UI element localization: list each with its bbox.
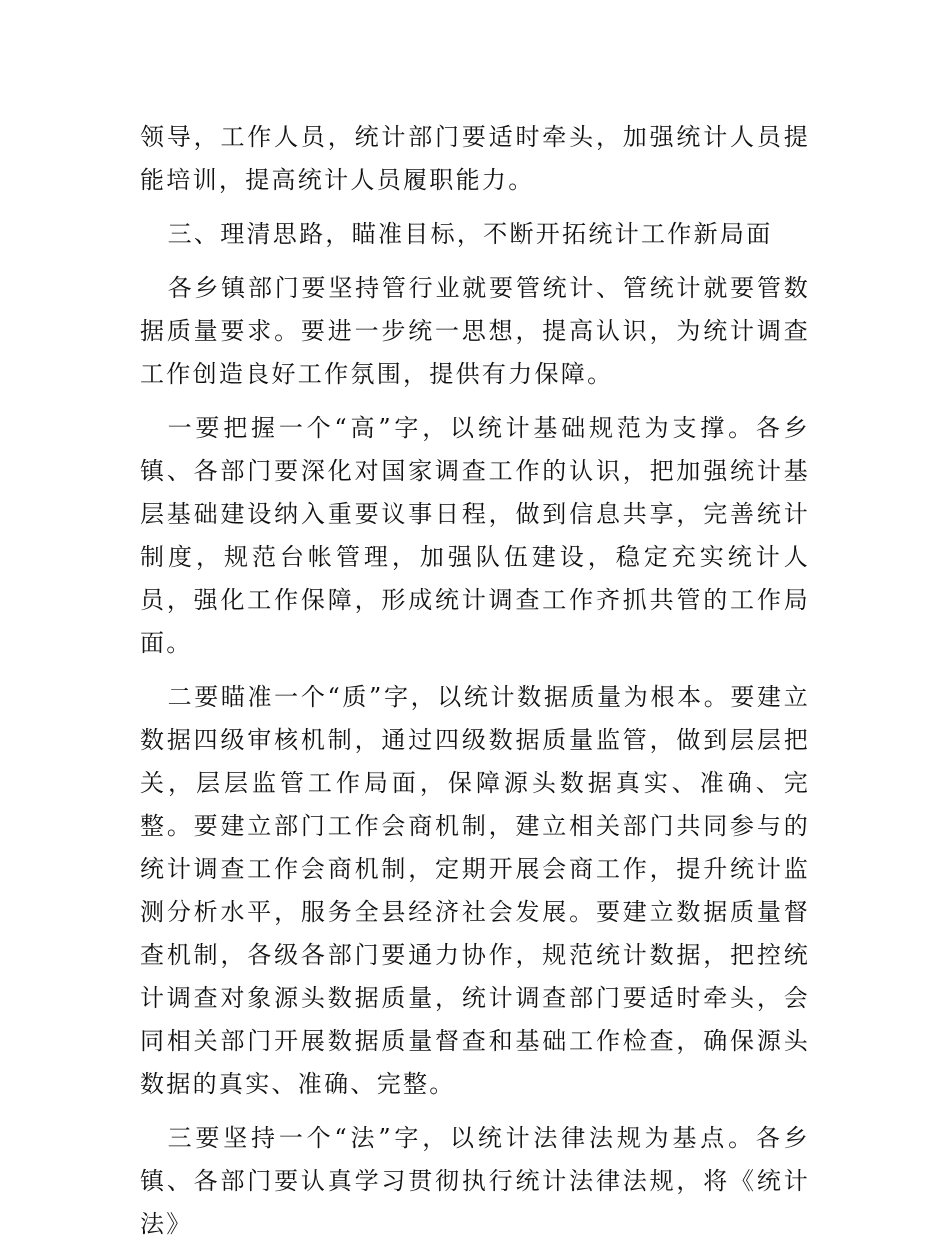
document-body: [140, 116, 810, 1257]
paragraph-point-two: 二要瞄准一个“质”字，以统计数据质量为根本。要建立数据四级审核机制，通过四级数据质量监管，做到层层把关，层层监管工作局面，保障源头数据真实、准确、完整。要建立部门工作会商机制，建立相关部门共同参与的统计调查工作会商机制，定期开展会商工作，提升统计监测分析水平，服务全县经济社会发展。要建立数据质量督查机制，各级各部门要通力协作，规范统计数据，把控统计调查对象源头数据质量，统计调查部门要适时牵头，会同相关部门开展数据质量督查和基础工作检查，确保源头数据的真实、准确、完整。: [140, 683, 810, 1098]
paragraph-point-one: 一要把握一个“高”字，以统计基础规范为支撑。各乡镇、各部门要深化对国家调查工作的认识，把加强统计基层基础建设纳入重要议事日程，做到信息共享，完善统计制度，规范台帐管理，加强队伍建设，稳定充实统计人员，强化工作保障，形成统计调查工作齐抓共管的工作局面。: [140, 414, 810, 657]
section-heading: 三、理清思路，瞄准目标，不断开拓统计工作新局面: [167, 220, 773, 248]
paragraph-intro: 各乡镇部门要坚持管行业就要管统计、管统计就要管数据质量要求。要进一步统一思想，提高认识，为统计调查工作创造良好工作氛围，提供有力保障。: [140, 274, 810, 388]
paragraph-continuation: 领导，工作人员，统计部门要适时牵头，加强统计人员提能培训，提高统计人员履职能力。: [140, 123, 810, 194]
paragraph-point-three: 三要坚持一个“法”字，以统计法律法规为基点。各乡镇、各部门要认真学习贯彻执行统计法律法规，将《统计法》: [140, 1124, 810, 1238]
